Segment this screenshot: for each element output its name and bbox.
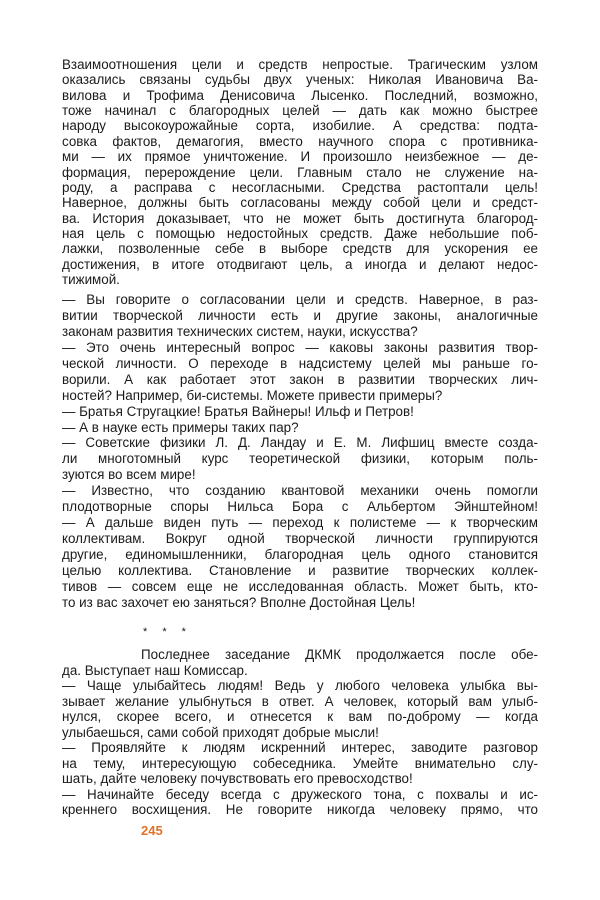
text-line: коллективам. Вокруг одной творческой личности группируются bbox=[62, 531, 538, 547]
text-line: зуются во всем мире! bbox=[62, 467, 196, 483]
text-line: тижимой. bbox=[62, 272, 120, 288]
text-line: нулся, скорее всего, и отнесется к вам по-доброму — когда bbox=[62, 709, 538, 724]
text-line: роду, а расправа с несогласными. Средства растоптали цель! bbox=[62, 179, 538, 195]
paragraph-block-ends-and-means bbox=[62, 57, 538, 287]
text-line: оказались связаны судьбы двух ученых: Николая Ивановича Ва- bbox=[62, 72, 538, 88]
text-line: тивов — совсем еще не исследованная область. Может быть, кто- bbox=[62, 578, 538, 594]
text-line: ворили. А как работает этот закон в развитии творческих лич- bbox=[62, 371, 538, 387]
text-line: — Советские физики Л. Д. Ландау и Е. М. Лифшиц вместе созда- bbox=[62, 435, 538, 451]
page-number: 245 bbox=[141, 823, 163, 838]
text-line: — Братья Стругацкие! Братья Вайнеры! Ильф и Петров! bbox=[62, 403, 414, 419]
text-line: креннего восхищения. Не говорите никогда человеку прямо, что bbox=[62, 802, 538, 817]
text-line: достижения, в итоге отодвигают цель, а иногда и делают недос- bbox=[62, 256, 538, 272]
text-line: то из вас захочет ею заняться? Вполне Достойная Цель! bbox=[62, 594, 416, 610]
text-line: да. Выступает наш Комиссар. bbox=[62, 662, 248, 678]
text-line: — Проявляйте к людям искренний интерес, заводите разговор bbox=[62, 740, 538, 755]
text-line: лажки, позволенные себе в выборе средств для ускорения ее bbox=[62, 241, 538, 257]
text-line: улыбаешься, сами собой приходят добрые мысли! bbox=[62, 724, 379, 740]
text-line: витии творческой личности есть и другие законы, аналогичные bbox=[62, 307, 538, 323]
text-line: другие, единомышленники, благородная цель одного становится bbox=[62, 547, 538, 562]
text-line: — Вы говорите о согласовании цели и средств. Наверное, в раз- bbox=[62, 292, 538, 307]
text-line: — Известно, что созданию квантовой механики очень помогли bbox=[62, 483, 538, 499]
text-line: на тему, интересующую собеседника. Умейте внимательно слу- bbox=[62, 755, 538, 771]
text-line: формация, перерождение цели. Главным стало не служение на- bbox=[62, 164, 538, 180]
text-line: шать, дайте человеку почувствовать его превосходство! bbox=[62, 771, 413, 786]
dialogue-block-creative-personality bbox=[62, 292, 538, 611]
text-line: ностей? Например, би-системы. Можете привести примеры? bbox=[62, 387, 443, 403]
text-line: народу высокоурожайные сорта, изобилие. А средства: подта- bbox=[62, 118, 538, 134]
text-line: — Это очень интересный вопрос — каковы законы развития твор- bbox=[62, 339, 538, 355]
section-separator: * * * bbox=[143, 626, 192, 638]
text-line: ва. История доказывает, что не может быть достигнута благород- bbox=[62, 210, 538, 226]
text-line: плодотворные споры Нильса Бора с Альбертом Эйнштейном! bbox=[62, 499, 538, 515]
text-line: ческой личности. О переходе в надсистему целей мы раньше го- bbox=[62, 355, 538, 371]
text-line: законам развития технических систем, науки, искусства? bbox=[62, 323, 418, 339]
text-line: ли многотомный курс теоретической физики, которым поль- bbox=[62, 451, 538, 467]
text-line: — Начинайте беседу всегда с дружеского тона, с похвалы и ис- bbox=[62, 786, 538, 802]
text-line: Последнее заседание ДКМК продолжается после обе- bbox=[141, 647, 538, 662]
text-line: — Чаще улыбайтесь людям! Ведь у любого человека улыбка вы- bbox=[62, 678, 538, 693]
text-line: целью коллектива. Становление и развитие творческих коллек- bbox=[62, 562, 538, 578]
text-line: — А дальше виден путь — переход к полистеме — к творческим bbox=[62, 515, 538, 531]
text-line: Наверное, должны быть согласованы между собой цели и средст- bbox=[62, 195, 538, 211]
text-line: Взаимоотношения цели и средств непростые. Трагическим узлом bbox=[62, 57, 538, 72]
text-line: вилова и Трофима Денисовича Лысенко. Последний, возможно, bbox=[62, 87, 538, 103]
text-line: — А в науке есть примеры таких пар? bbox=[62, 419, 299, 435]
text-line: зывает желание улыбнуться в ответ. А человек, который вам улыб- bbox=[62, 693, 538, 709]
dialogue-block-commissar bbox=[62, 647, 538, 818]
text-line: тоже начинал с благородных целей — дать как можно быстрее bbox=[62, 103, 538, 119]
text-line: совка фактов, демагогия, вместо научного спора с противника- bbox=[62, 133, 538, 149]
text-line: ми — их прямое уничтожение. И произошло неизбежное — де- bbox=[62, 149, 538, 165]
text-line: ная цель с помощью недостойных средств. Даже небольшие поб- bbox=[62, 225, 538, 241]
